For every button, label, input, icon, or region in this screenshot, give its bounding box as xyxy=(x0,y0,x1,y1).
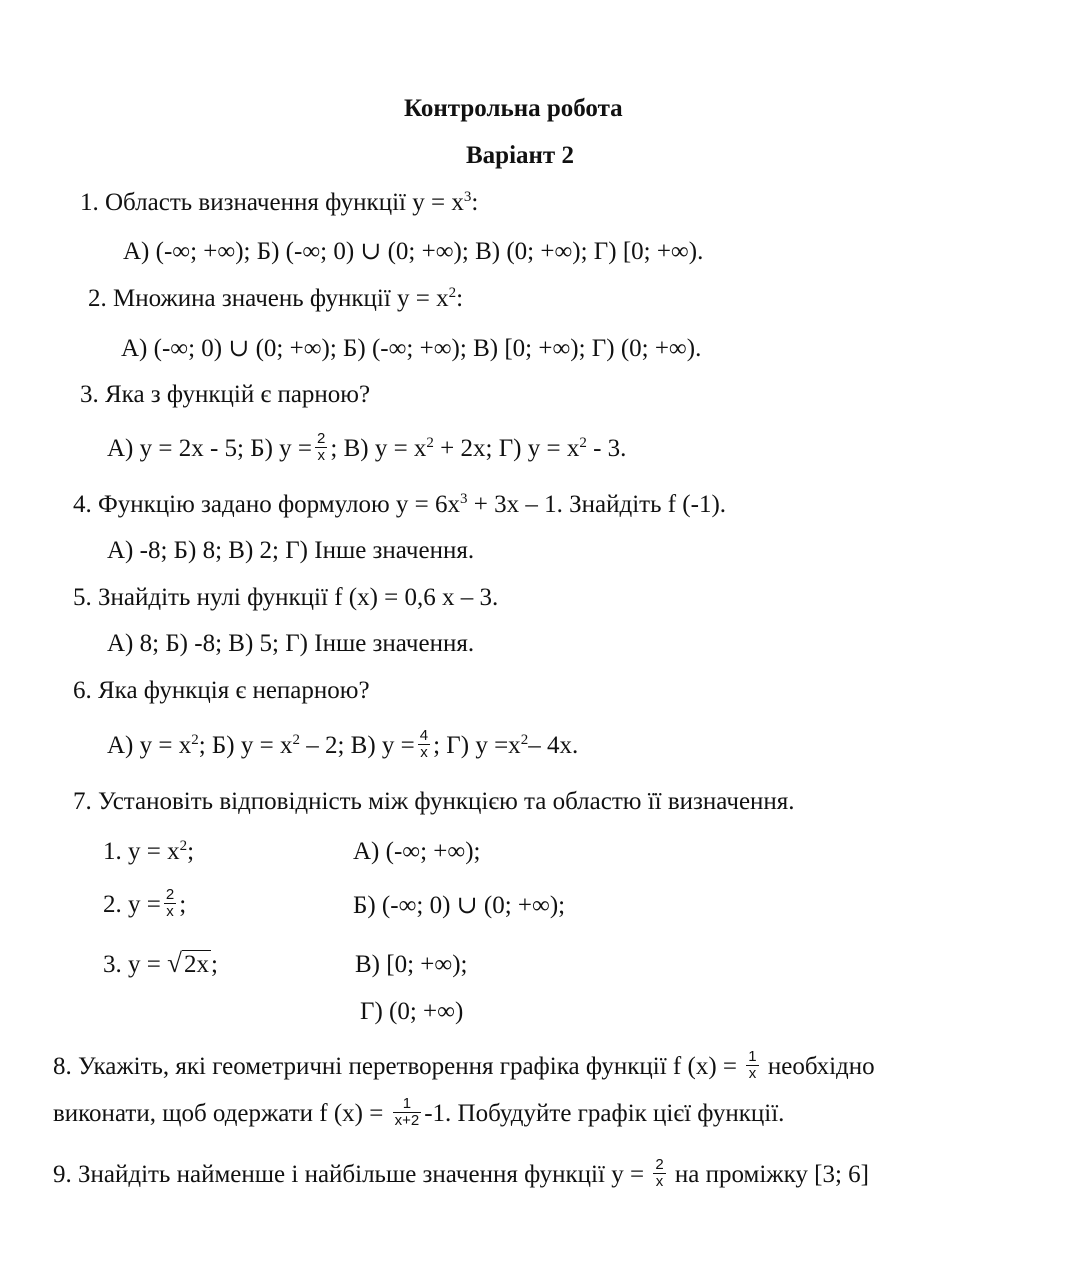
question-3: 3. Яка з функцій є парною? xyxy=(80,381,371,408)
fraction: $\frac{2}{x}$ xyxy=(165,886,175,920)
question-8-line-2: виконати, щоб одержати f (x) = $\frac{1}{x+2}$ -1. Побудуйте графік цієї функції. xyxy=(53,1095,785,1129)
match-right-c: В) [0; +∞); xyxy=(355,951,468,978)
fraction: $\frac{1}{x+2}$ xyxy=(394,1095,420,1129)
question-1-answers: А) (-∞; +∞); Б) (-∞; 0) ∪ (0; +∞); В) (0; +∞); Г) [0; +∞). xyxy=(123,238,704,265)
page-title: Контрольна робота xyxy=(404,95,623,122)
fraction: $\frac{2}{x}$ xyxy=(317,430,326,464)
question-2-answers: А) (-∞; 0) ∪ (0; +∞); Б) (-∞; +∞); В) [0; +∞); Г) (0; +∞). xyxy=(121,335,702,362)
fraction: $\frac{1}{x}$ xyxy=(748,1048,757,1082)
variant-heading: Варіант 2 xyxy=(466,142,574,169)
question-5-answers: А) 8; Б) -8; В) 5; Г) Інше значення. xyxy=(107,630,475,657)
match-left-3: 3. у = √2х; xyxy=(103,948,218,978)
question-9: 9. Знайдіть найменше і найбільше значення функції у = $\frac{2}{x}$ на проміжку [3; 6] xyxy=(53,1156,869,1190)
question-3-answers: А) у = 2х - 5; Б) у = $\frac{2}{x}$ ; В) $у = х^2 + 2х$; Г) $у = х^2 - 3$. xyxy=(107,430,627,464)
question-6: 6. Яка функція є непарною? xyxy=(73,677,370,704)
match-right-b: Б) (-∞; 0) ∪ (0; +∞); xyxy=(353,892,566,919)
match-left-1: 1. $у = х^2$; xyxy=(103,838,195,865)
question-7: 7. Установіть відповідність між функцією та областю її визначення. xyxy=(73,788,795,815)
fraction: $\frac{4}{x}$ xyxy=(419,727,429,761)
match-left-2: 2. у = $\frac{2}{x}$ ; xyxy=(103,886,187,920)
question-8-line-1: 8. Укажіть, які геометричні перетворення графіка функції f (x) = $\frac{1}{x}$ необхідно xyxy=(53,1048,875,1082)
question-4: 4. Функцію задано формулою $у = 6х^3 + 3х - 1$. Знайдіть f (-1). xyxy=(73,491,727,518)
question-6-answers: А) $у = х^2$; Б) $у = х^2 - 2$; В) у = $\frac{4}{x}$ ; Г) $у =х^2-$ 4х. xyxy=(107,727,579,761)
question-1: 1. Область визначення функції $у = x^3$: xyxy=(80,189,479,216)
question-2: 2. Множина значень функції $у = x^2$: xyxy=(88,285,464,312)
fraction: $\frac{2}{x}$ xyxy=(655,1156,664,1190)
square-root: √2х xyxy=(167,948,209,978)
question-5: 5. Знайдіть нулі функції f (x) = 0,6 x – 3. xyxy=(73,584,499,611)
match-right-d: Г) (0; +∞) xyxy=(360,998,464,1025)
match-right-a: А) (-∞; +∞); xyxy=(353,838,481,865)
question-4-answers: А) -8; Б) 8; В) 2; Г) Інше значення. xyxy=(107,537,475,564)
